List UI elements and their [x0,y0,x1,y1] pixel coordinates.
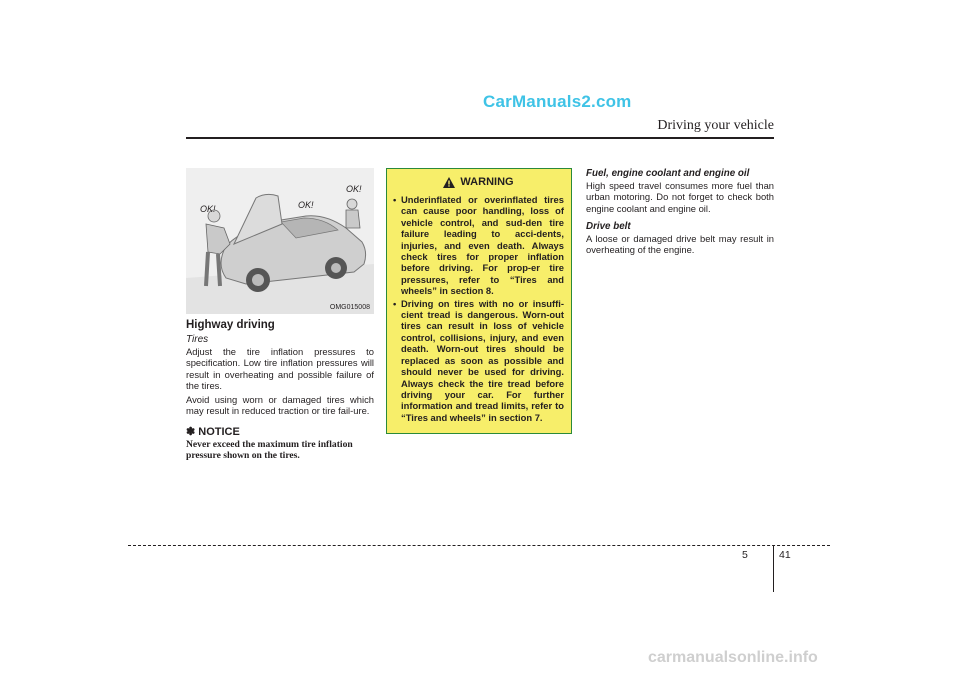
warning-item: • Driving on tires with no or insuffi-cient tread is dangerous. Worn-out tires can result in loss of vehicle control, collisions, injury, and even death. Worn-out tires should be replaced as soon as possible and should never be used for driving. Always check the tire tread before driving your car. For further information and tread limits, refer to “Tires and wheels” in section 7. [393,298,564,423]
warning-header [393,174,564,190]
ok-callout: OK! [346,184,362,194]
maintenance-section [586,166,774,255]
paragraph: A loose or damaged drive belt may result in overheating of the engine. [586,232,774,256]
paragraph: Avoid using worn or damaged tires which may result in reduced traction or tire fail-ure. [186,394,374,417]
subheading: Drive belt [586,220,631,232]
car-drawing [186,168,374,314]
notice-body: Never exceed the maximum tire inflation pressure shown on the tires. [186,438,353,462]
car-illustration [186,168,374,314]
section-title: Driving your vehicle [657,118,774,133]
page-number: 41 [779,549,791,561]
site-watermark: CarManuals2.com [483,92,632,111]
footer-rule [128,545,830,546]
subheading: Fuel, engine coolant and engine oil [586,168,750,179]
paragraph: High speed travel consumes more fuel than urban motoring. Do not forget to check both engine coolant and engine oil. [586,180,774,214]
header-rule [186,137,774,139]
paragraph: Adjust the tire inflation pressures to specification. Low tire inflation pressures will result in overheating and possible failure of the tires. [186,346,374,391]
subheading: Tires [186,334,209,345]
warning-box [386,168,572,434]
warning-triangle-icon [443,177,455,188]
ok-callout: OK! [200,204,216,214]
notice-title: ✽ NOTICE [186,425,240,438]
footer-watermark: carmanualsonline.info [648,649,818,666]
warning-list [393,194,564,423]
section-number: 5 [742,549,748,561]
page-divider [773,546,774,592]
figure-label: OMG015008 [329,304,370,311]
ok-callout: OK! [298,200,314,210]
section-heading: Highway driving [186,319,275,331]
warning-title: WARNING [460,176,514,188]
highway-driving-section [186,318,374,462]
warning-item: • Underinflated or overinflated tires can cause poor handling, loss of vehicle control, and sud-den tire failure leading to acci-dents, injuries, and even death. Always check tires for proper inflation before driving. For prop-er tire pressures, refer to “Tires and wheels” in section 8. [393,194,564,297]
